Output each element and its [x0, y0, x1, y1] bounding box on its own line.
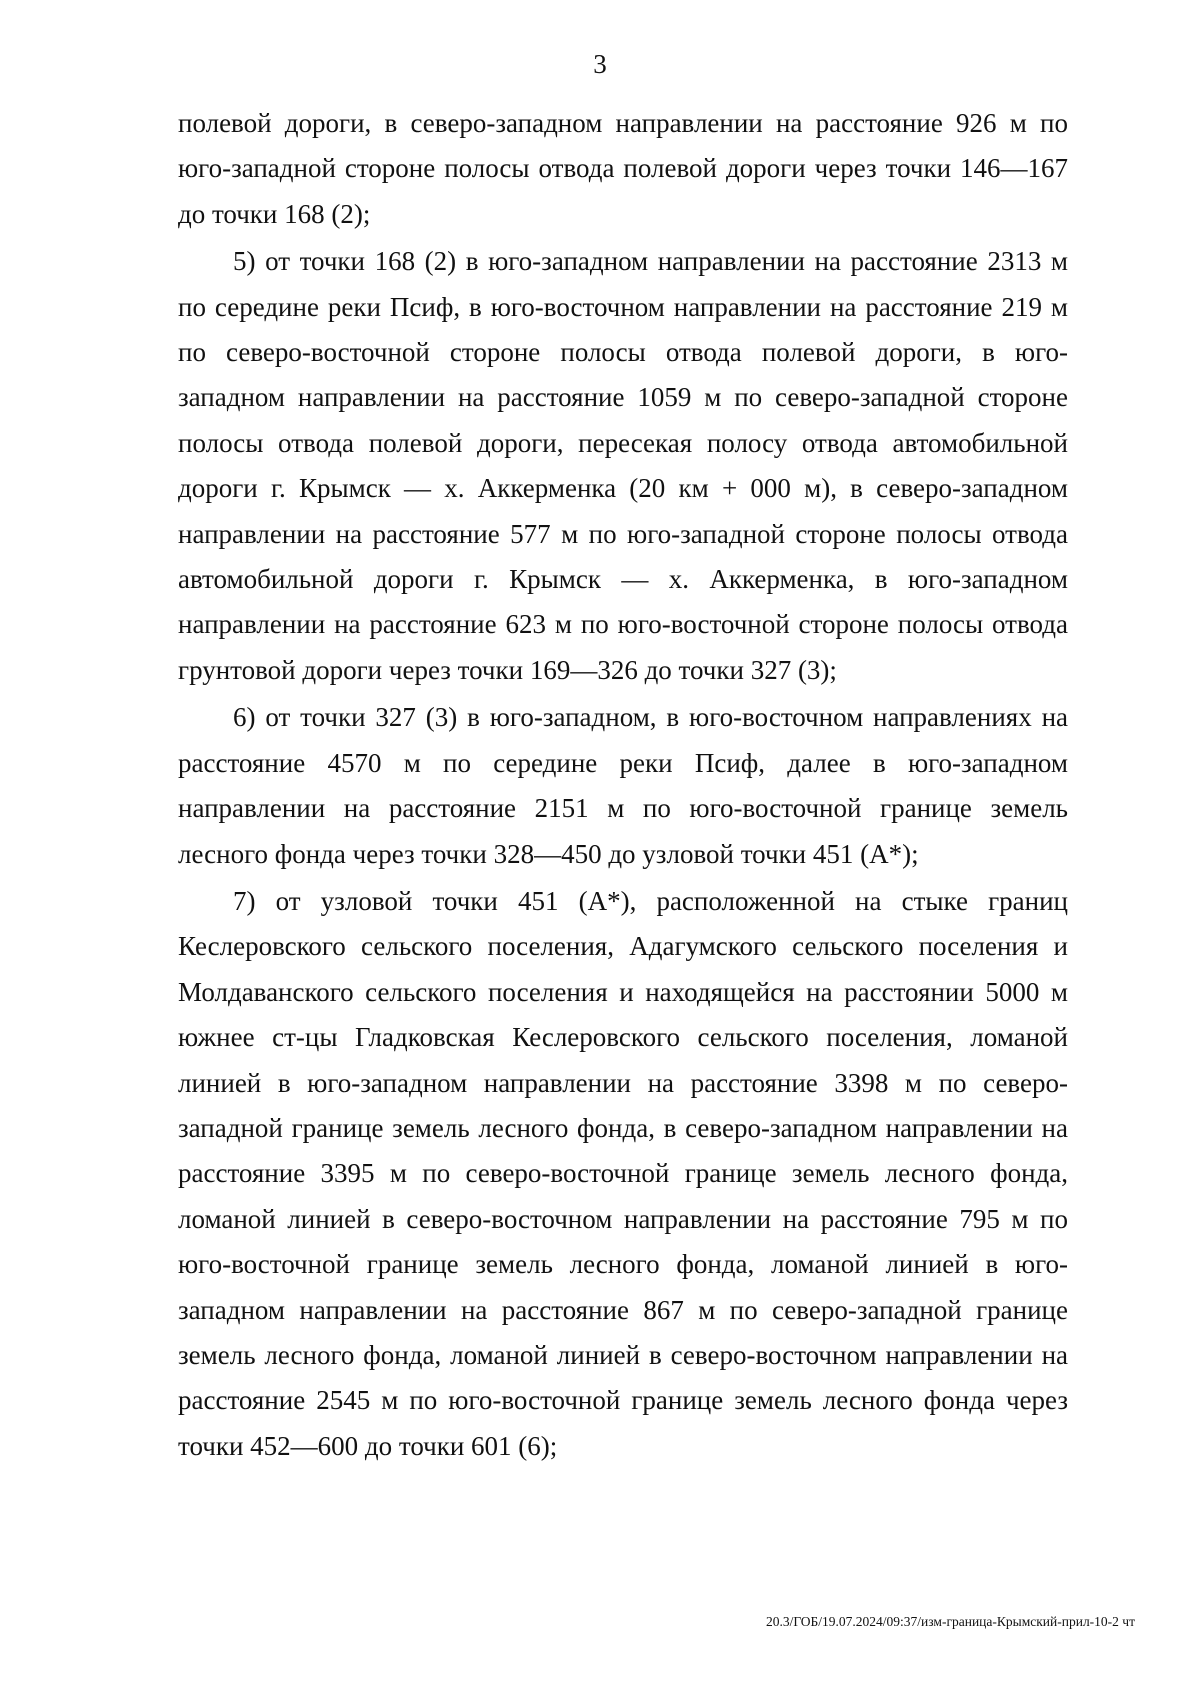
page-number: 3 — [593, 49, 607, 79]
paragraph-item-5: 5) от точки 168 (2) в юго-западном направлении на расстояние 2313 м по середине реки Псиф, в юго-восточном направлении на расстояние 219 м по северо-восточной стороне полосы отвода полевой дороги, в юго-западном направлении на расстояние 1059 м по северо-западной стороне полосы отвода полевой дороги, пересекая полосу отвода автомобильной дороги г. Крымск — х. Аккерменка (20 км + 000 м), в северо-западном направлении на расстояние 577 м по юго-западной стороне полосы отвода автомобильной дороги г. Крымск — х. Аккерменка, в юго-западном направлении на расстояние 623 м по юго-восточной стороне полосы отвода грунтовой дороги через точки 169—326 до точки 327 (3); — [178, 246, 1068, 685]
document-footer-stamp: 20.3/ГОБ/19.07.2024/09:37/изм-граница-Крымский-прил-10-2 чт — [765, 1614, 1135, 1629]
paragraph-item-7: 7) от узловой точки 451 (А*), расположенной на стыке границ Кеслеровского сельского поселения, Адагумского сельского поселения и Молдаванского сельского поселения и находящейся на расстоянии 5000 м южнее ст-цы Гладковская Кеслеровского сельского поселения, ломаной линией в юго-западном направлении на расстояние 3398 м по северо-западной границе земель лесного фонда, в северо-западном направлении на расстояние 3395 м по северо-восточной границе земель лесного фонда, ломаной линией в северо-восточном направлении на расстояние 795 м по юго-восточной границе земель лесного фонда, ломаной линией в юго-западном направлении на расстояние 867 м по северо-западной границе земель лесного фонда, ломаной линией в северо-восточном направлении на расстояние 2545 м по юго-восточной границе земель лесного фонда через точки 452—600 до точки 601 (6); — [178, 885, 1068, 1461]
paragraph-continuation: полевой дороги, в северо-западном направлении на расстояние 926 м по юго-западной стороне полосы отвода полевой дороги через точки 146—167 до точки 168 (2); — [178, 108, 1068, 229]
paragraph-item-6: 6) от точки 327 (3) в юго-западном, в юго-восточном направлениях на расстояние 4570 м по середине реки Псиф, далее в юго-западном направлении на расстояние 2151 м по юго-восточной границе земель лесного фонда через точки 328—450 до узловой точки 451 (А*); — [178, 702, 1068, 869]
document-body — [178, 101, 1068, 1471]
